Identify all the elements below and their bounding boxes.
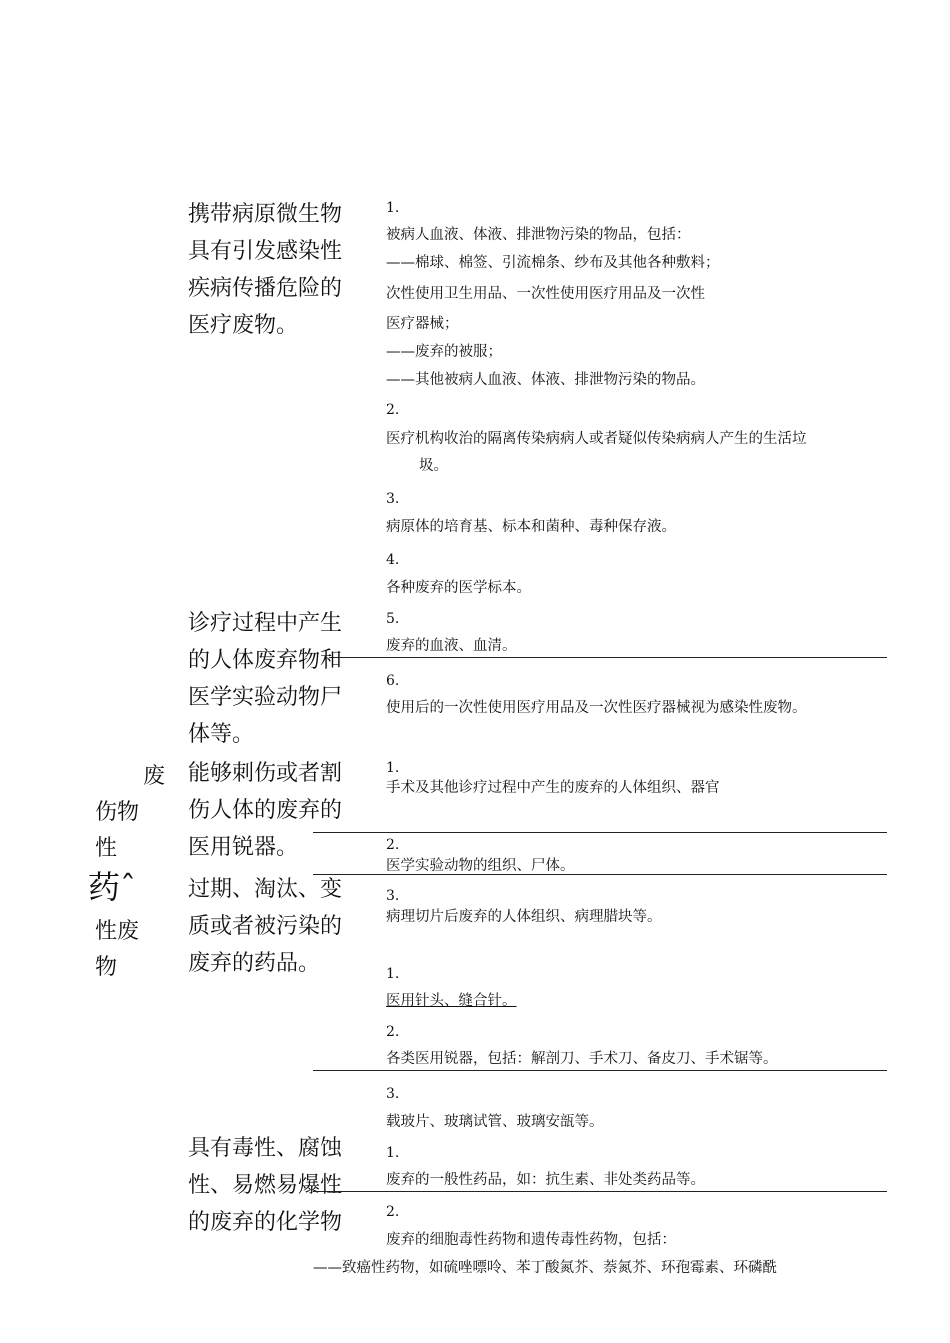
item-text: 病原体的培育基、标本和菌种、毒种保存液。 <box>386 519 676 535</box>
item-text: 圾。 <box>419 458 448 474</box>
category-line: 过期、淘汰、变 <box>188 877 343 902</box>
item-text: 废弃的一般性药品，如：抗生素、非处类药品等。 <box>386 1172 705 1188</box>
item-text: 病理切片后废弃的人体组织、病理腊块等。 <box>386 909 662 925</box>
left-category-label-4: 药ˆ <box>88 868 137 906</box>
item-number: 1. <box>386 200 400 216</box>
category-line: 具有毒性、腐蚀 <box>188 1136 343 1161</box>
item-number: 2. <box>386 402 400 418</box>
category-line: 具有引发感染性 <box>188 239 343 264</box>
category-line: 医疗废物。 <box>188 313 299 338</box>
item-number: 3. <box>386 1086 400 1102</box>
item-number: 2. <box>386 1204 400 1220</box>
category-line: 伤人体的废弃的 <box>188 798 343 823</box>
category-line: 医学实验动物尸 <box>188 685 343 710</box>
item-text: 废弃的血液、血清。 <box>386 638 517 654</box>
item-number: 4. <box>386 552 400 568</box>
category-line: 诊疗过程中产生 <box>188 611 343 636</box>
category-line: 质或者被污染的 <box>188 914 343 939</box>
category-line: 体等。 <box>188 722 255 747</box>
item-text: 使用后的一次性使用医疗用品及一次性医疗器械视为感染性废物。 <box>386 700 807 716</box>
item-number: 1. <box>386 1145 400 1161</box>
divider <box>329 657 887 658</box>
item-number: 3. <box>386 491 400 507</box>
divider <box>313 1191 887 1192</box>
item-text: 载玻片、玻璃试管、玻璃安瓿等。 <box>386 1114 604 1130</box>
item-text: 次性使用卫生用品、一次性使用医疗用品及一次性 <box>386 286 705 302</box>
category-infectious <box>188 196 342 344</box>
item-text: 医疗机构收治的隔离传染病病人或者疑似传染病病人产生的生活垃 <box>386 431 807 447</box>
category-line: 医用锐器。 <box>188 835 299 860</box>
item-text: ——棉球、棉签、引流棉条、纱布及其他各种敷料； <box>386 255 720 271</box>
category-line: 的废弃的化学物 <box>188 1210 343 1235</box>
item-text: ——其他被病人血液、体液、排泄物污染的物品。 <box>386 372 705 388</box>
item-text: 手术及其他诊疗过程中产生的废弃的人体组织、器官 <box>386 780 720 796</box>
category-line: 携带病原微生物 <box>188 202 343 227</box>
category-sharps <box>188 755 342 866</box>
category-line: 废弃的药品。 <box>188 951 321 976</box>
category-chemical <box>188 1130 342 1241</box>
item-text: 被病人血液、体液、排泄物污染的物品，包括： <box>386 227 691 243</box>
left-category-label-3: 性 <box>95 836 118 861</box>
item-number: 2. <box>386 1024 400 1040</box>
divider <box>313 832 887 833</box>
item-number: 2. <box>386 837 400 853</box>
item-number: 1. <box>386 760 400 776</box>
category-line: 能够刺伤或者割 <box>188 761 343 786</box>
category-pharmaceutical <box>188 871 342 982</box>
item-number: 3. <box>386 888 400 904</box>
category-pathological <box>188 605 342 753</box>
item-text: 废弃的细胞毒性药物和遗传毒性药物，包括： <box>386 1232 676 1248</box>
item-text: ——致癌性药物，如硫唑嘌呤、苯丁酸氮芥、萘氮芥、环孢霉素、环磷酰 <box>313 1260 777 1276</box>
left-category-label-5: 性废 <box>95 919 140 944</box>
item-text: 医学实验动物的组织、尸体。 <box>386 858 575 874</box>
divider <box>313 874 887 875</box>
divider <box>313 1070 887 1071</box>
left-category-label-6: 物 <box>95 955 118 980</box>
item-text: ——废弃的被服； <box>386 344 502 360</box>
item-text: 各种废弃的医学标本。 <box>386 580 531 596</box>
item-number: 5. <box>386 611 400 627</box>
category-line: 疾病传播危险的 <box>188 276 343 301</box>
item-text: 医用针头、缝合针。 <box>386 993 517 1009</box>
item-number: 1. <box>386 966 400 982</box>
category-line: 的人体废弃物和 <box>188 648 343 673</box>
item-text: 各类医用锐器，包括：解剖刀、手术刀、备皮刀、手术锯等。 <box>386 1051 778 1067</box>
item-text: 医疗器械； <box>386 316 459 332</box>
category-line: 性、易燃易爆性 <box>188 1173 343 1198</box>
item-number: 6. <box>386 673 400 689</box>
left-category-label-2: 伤物 <box>95 800 140 825</box>
left-category-label-1: 废 <box>143 764 166 789</box>
